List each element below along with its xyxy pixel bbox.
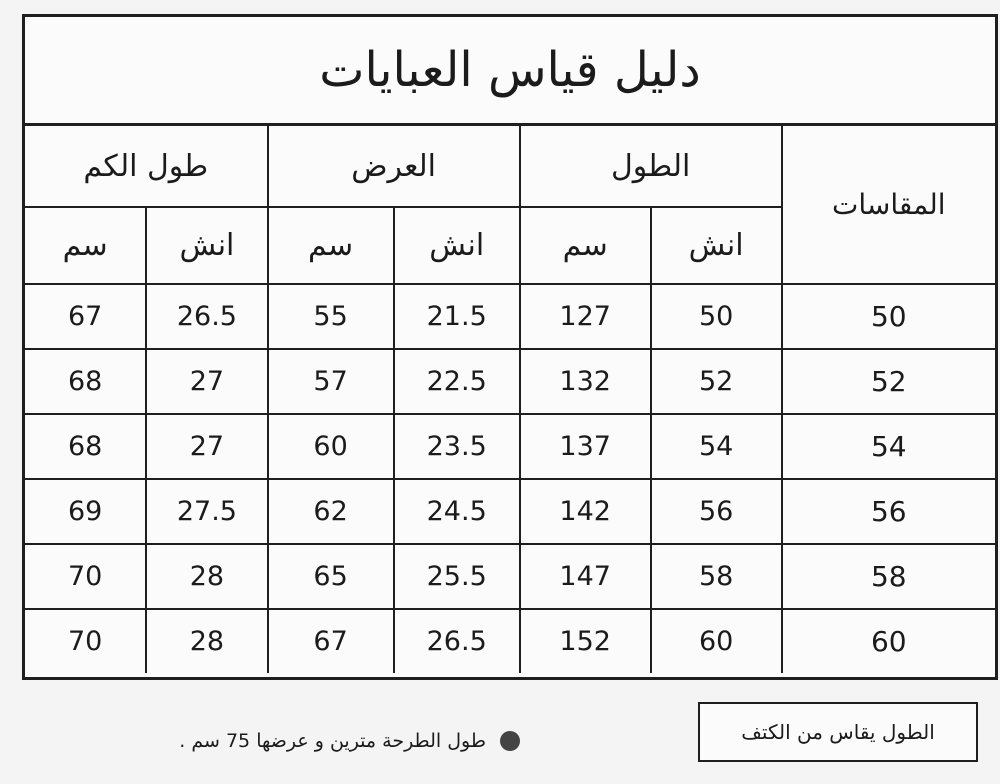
width-cm-cell: 62 [268, 479, 394, 544]
bullet-dot-icon [500, 731, 520, 751]
length-inch-cell: 54 [651, 414, 782, 479]
table-row [25, 609, 995, 673]
length-cm-cell: 142 [520, 479, 651, 544]
sleeve-inch-cell: 28 [146, 609, 267, 673]
size-table [25, 126, 995, 673]
width-cm-cell: 65 [268, 544, 394, 609]
width-cm-cell: 57 [268, 349, 394, 414]
size-cell: 54 [782, 414, 995, 479]
scarf-note [100, 730, 520, 752]
size-cell: 60 [782, 609, 995, 673]
table-row [25, 414, 995, 479]
sleeve-cm-cell: 70 [25, 544, 146, 609]
table-row [25, 284, 995, 349]
table-row [25, 349, 995, 414]
width-inch-header: انش [394, 207, 520, 284]
chart-title: دليل قياس العبايات [319, 42, 701, 98]
scarf-note-text: طول الطرحة مترين و عرضها 75 سم . [179, 730, 486, 752]
table-row [25, 544, 995, 609]
length-header: الطول [520, 126, 782, 207]
width-inch-cell: 26.5 [394, 609, 520, 673]
sleeve-cm-cell: 70 [25, 609, 146, 673]
width-inch-cell: 24.5 [394, 479, 520, 544]
sleeve-inch-cell: 28 [146, 544, 267, 609]
sleeve-inch-cell: 27 [146, 414, 267, 479]
size-cell: 50 [782, 284, 995, 349]
length-cm-cell: 152 [520, 609, 651, 673]
width-inch-cell: 22.5 [394, 349, 520, 414]
title-row [25, 17, 995, 126]
length-inch-cell: 58 [651, 544, 782, 609]
length-inch-cell: 50 [651, 284, 782, 349]
sleeve-cm-cell: 68 [25, 414, 146, 479]
size-chart-sheet [22, 14, 998, 680]
length-inch-cell: 60 [651, 609, 782, 673]
width-header: العرض [268, 126, 520, 207]
sizes-header: المقاسات [782, 126, 995, 284]
width-inch-cell: 23.5 [394, 414, 520, 479]
size-cell: 56 [782, 479, 995, 544]
length-cm-header: سم [520, 207, 651, 284]
sleeve-inch-header: انش [146, 207, 267, 284]
width-cm-cell: 67 [268, 609, 394, 673]
length-inch-cell: 52 [651, 349, 782, 414]
width-inch-cell: 21.5 [394, 284, 520, 349]
length-cm-cell: 127 [520, 284, 651, 349]
table-row [25, 479, 995, 544]
measurement-note-text: الطول يقاس من الكتف [741, 720, 935, 744]
sleeve-cm-header: سم [25, 207, 146, 284]
size-cell: 52 [782, 349, 995, 414]
width-cm-cell: 60 [268, 414, 394, 479]
sleeve-inch-cell: 27.5 [146, 479, 267, 544]
measurement-note-box [698, 702, 978, 762]
sleeve-inch-cell: 26.5 [146, 284, 267, 349]
sleeve-length-header: طول الكم [25, 126, 268, 207]
size-cell: 58 [782, 544, 995, 609]
length-cm-cell: 137 [520, 414, 651, 479]
width-inch-cell: 25.5 [394, 544, 520, 609]
length-inch-cell: 56 [651, 479, 782, 544]
width-cm-cell: 55 [268, 284, 394, 349]
length-inch-header: انش [651, 207, 782, 284]
sleeve-cm-cell: 68 [25, 349, 146, 414]
length-cm-cell: 132 [520, 349, 651, 414]
sleeve-cm-cell: 69 [25, 479, 146, 544]
length-cm-cell: 147 [520, 544, 651, 609]
width-cm-header: سم [268, 207, 394, 284]
sleeve-inch-cell: 27 [146, 349, 267, 414]
sleeve-cm-cell: 67 [25, 284, 146, 349]
